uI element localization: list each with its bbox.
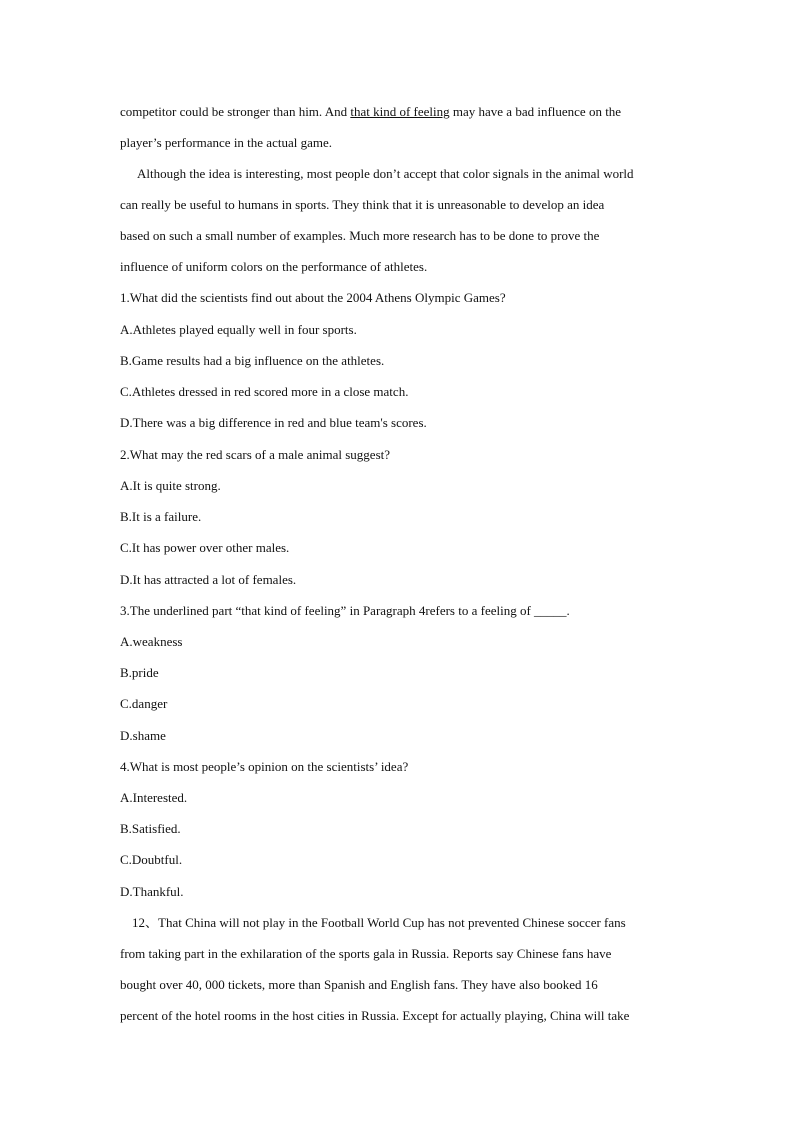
passage-line: bought over 40, 000 tickets, more than Spanish and English fans. They have also booked 16: [120, 977, 598, 992]
answer-option: B.Satisfied.: [120, 821, 181, 836]
answer-option: D.shame: [120, 728, 166, 743]
passage-line: based on such a small number of examples. Much more research has to be done to prove the: [120, 228, 600, 243]
answer-option: A.It is quite strong.: [120, 478, 221, 493]
passage-line: influence of uniform colors on the performance of athletes.: [120, 259, 428, 274]
answer-option: B.It is a failure.: [120, 509, 202, 524]
answer-option: A.Athletes played equally well in four sports.: [120, 322, 357, 337]
passage-line: 12、That China will not play in the Football World Cup has not prevented Chinese soccer fans: [132, 915, 626, 930]
passage-text: may have a bad influence on the: [449, 104, 622, 119]
answer-option: D.There was a big difference in red and blue team's scores.: [120, 415, 427, 430]
passage-line: percent of the hotel rooms in the host cities in Russia. Except for actually playing, China will take: [120, 1008, 630, 1023]
answer-option: D.Thankful.: [120, 884, 184, 899]
answer-option: C.Athletes dressed in red scored more in a close match.: [120, 384, 409, 399]
answer-option: A.Interested.: [120, 790, 188, 805]
answer-option: C.Doubtful.: [120, 852, 183, 867]
passage-line: Although the idea is interesting, most people don’t accept that color signals in the animal world: [137, 166, 634, 181]
underlined-phrase: that kind of feeling: [350, 104, 450, 119]
passage-line: from taking part in the exhilaration of the sports gala in Russia. Reports say Chinese fans have: [120, 946, 612, 961]
answer-option: B.pride: [120, 665, 159, 680]
question-stem: 3.The underlined part “that kind of feeling” in Paragraph 4refers to a feeling of _____.: [120, 603, 570, 618]
answer-option: A.weakness: [120, 634, 183, 649]
answer-option: C.danger: [120, 696, 168, 711]
question-stem: 4.What is most people’s opinion on the scientists’ idea?: [120, 759, 409, 774]
answer-option: C.It has power over other males.: [120, 540, 290, 555]
question-stem: 1.What did the scientists find out about the 2004 Athens Olympic Games?: [120, 290, 506, 305]
passage-line: [120, 103, 680, 121]
passage-line: can really be useful to humans in sports. They think that it is unreasonable to develop an idea: [120, 197, 605, 212]
passage-text: competitor could be stronger than him. And: [120, 104, 351, 119]
answer-option: B.Game results had a big influence on the athletes.: [120, 353, 385, 368]
answer-option: D.It has attracted a lot of females.: [120, 572, 297, 587]
passage-line: player’s performance in the actual game.: [120, 135, 332, 150]
question-stem: 2.What may the red scars of a male animal suggest?: [120, 447, 391, 462]
